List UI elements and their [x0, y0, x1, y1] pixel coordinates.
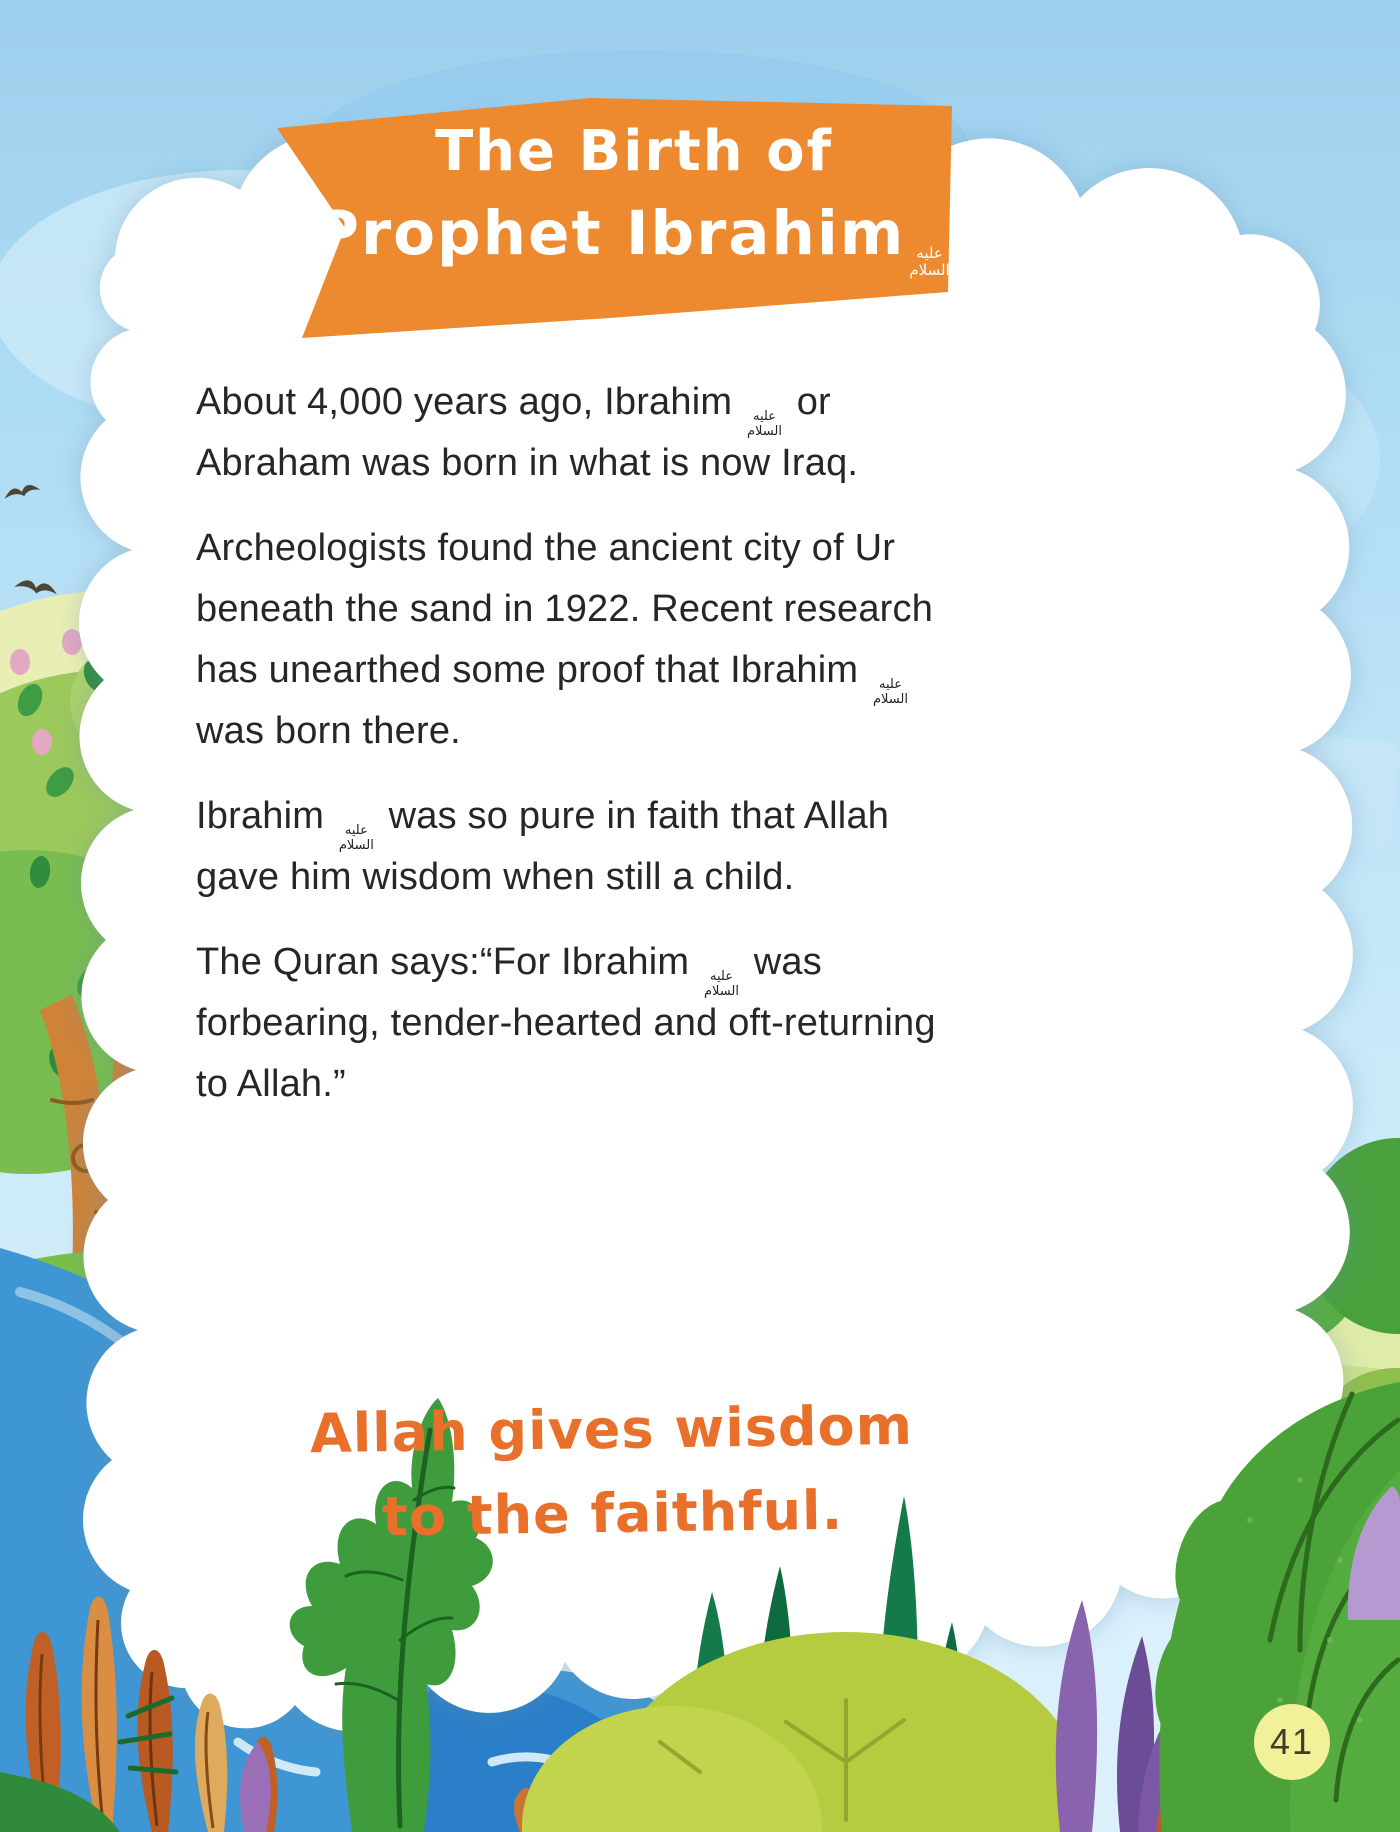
text-line [196, 640, 936, 707]
honorific-mark: عليه السلام [909, 244, 950, 280]
text-line [196, 932, 936, 999]
body-paragraphs [196, 372, 936, 1139]
page-number-text: 41 [1269, 1721, 1315, 1762]
paragraph [196, 372, 936, 494]
honorific-mark: عليه السلام [746, 409, 782, 439]
paragraph [196, 518, 936, 762]
text-segment: Ibrahim [196, 795, 335, 837]
banner-honorific [905, 198, 953, 280]
text-segment: was [742, 941, 822, 983]
honorific-mark: عليه السلام [338, 823, 374, 853]
paragraph [196, 786, 936, 908]
text-segment: beneath the sand in 1922. Recent research [196, 588, 934, 630]
text-segment: to Allah.” [196, 1063, 346, 1105]
slogan [309, 1384, 914, 1560]
text-line [196, 701, 936, 762]
text-segment: has unearthed some proof that Ibrahim [196, 649, 869, 691]
text-line [196, 993, 936, 1054]
text-line [196, 847, 936, 908]
page-number-badge [1254, 1704, 1330, 1780]
slogan-line1: Allah gives wisdom [309, 1393, 914, 1466]
banner-title-line2 [314, 192, 953, 280]
text-segment: About 4,000 years ago, Ibrahim [196, 381, 743, 423]
honorific-mark: عليه السلام [703, 969, 739, 999]
honorific-mark: عليه السلام [873, 677, 908, 707]
text-segment: was so pure in faith that Allah [377, 795, 890, 837]
text-line [196, 1054, 936, 1115]
banner-title-line2-text: Prophet Ibrahim [314, 198, 906, 269]
text-line [196, 372, 936, 439]
text-line [196, 518, 936, 579]
text-line [196, 579, 936, 640]
text-segment: was born there. [196, 710, 461, 752]
text-line [196, 433, 936, 494]
text-segment: forbearing, tender-hearted and oft-returning [196, 1002, 936, 1044]
text-line [196, 786, 936, 853]
banner-title-line1: The Birth of [434, 119, 833, 184]
text-segment: or [785, 381, 831, 423]
text-segment: Archeologists found the ancient city of Ur [196, 527, 896, 569]
text-segment: The Quran says:“For Ibrahim [196, 941, 700, 983]
slogan-line2: to the faithful. [381, 1478, 844, 1549]
paragraph [196, 932, 936, 1115]
text-segment: Abraham was born in what is now Iraq. [196, 442, 859, 484]
text-segment: gave him wisdom when still a child. [196, 856, 795, 898]
banner-text [314, 112, 953, 280]
